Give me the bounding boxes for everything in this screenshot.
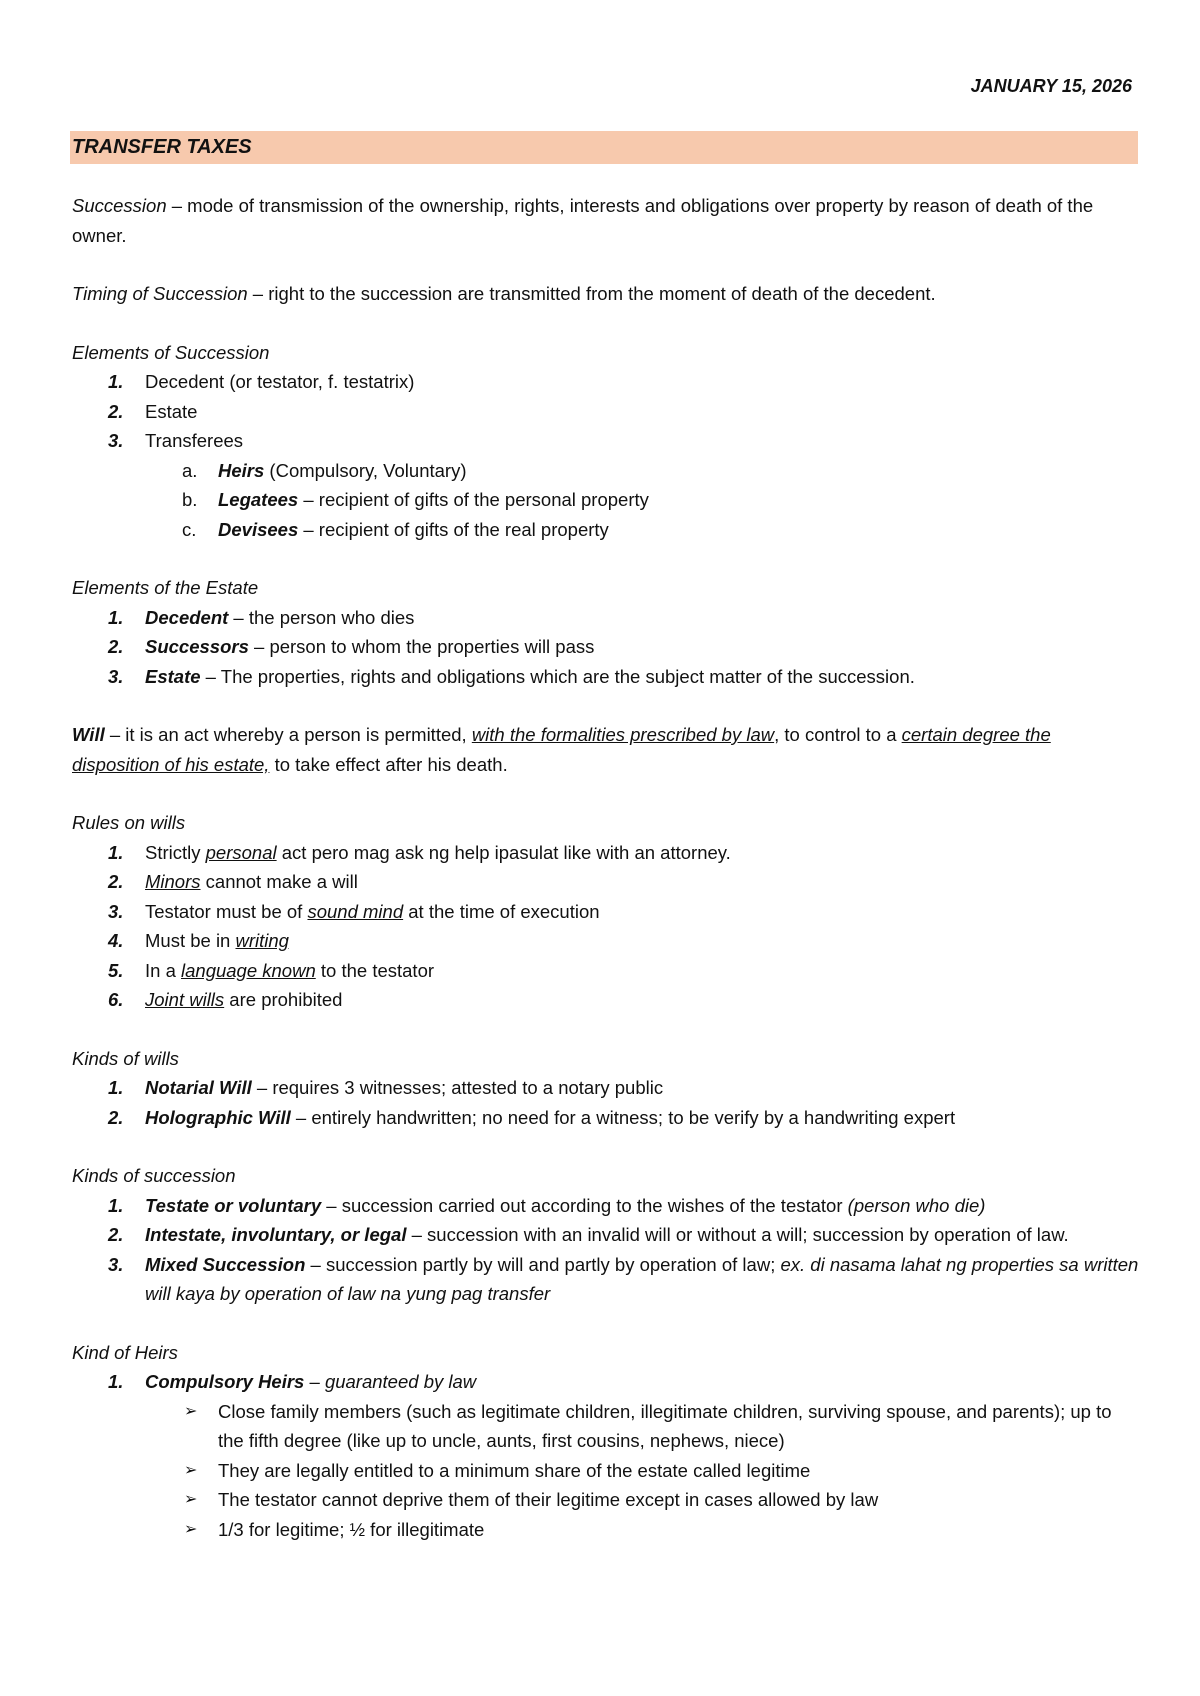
list-term: Notarial Will [145,1077,252,1098]
list-item [72,1073,1140,1103]
list-number: 3. [108,900,124,922]
elements-succession-list [72,367,1140,544]
sublist-letter: a. [182,459,198,481]
bullet-item [72,1397,1140,1456]
list-term: Holographic Will [145,1106,291,1128]
list-item [72,632,1140,662]
list-number: 1. [108,606,124,628]
list-text: Testator must be of [145,900,308,922]
kinds-wills-list [72,1073,1140,1132]
list-note: (person who die) [847,1194,986,1216]
definition-term: Timing of Succession [72,283,248,304]
underlined-phrase: language known [181,959,316,981]
list-number: 1. [108,841,124,863]
list-text: In a [145,959,181,981]
page-title: TRANSFER TAXES [72,136,252,158]
list-number: 3. [108,665,124,687]
list-text: – requires 3 witnesses; attested to a notary public [251,1077,664,1098]
definition-text: , to control to a [774,724,902,745]
list-term: Successors [145,636,249,657]
sublist-text: – recipient of gifts of the real property [298,518,609,540]
list-term: Compulsory Heirs [145,1371,305,1392]
sublist-text: (Compulsory, Voluntary) [264,459,467,481]
succession-definition [72,191,1140,250]
title-banner [70,131,1138,164]
bullet-item [72,1515,1140,1545]
list-item [72,603,1140,633]
list-item [72,926,1140,956]
kinds-succession-list [72,1191,1140,1309]
arrow-bullet-icon: ➢ [184,1402,198,1420]
list-text: – the person who dies [228,606,415,628]
list-number: 1. [108,1077,124,1098]
list-number: 1. [108,1371,124,1392]
definition-text: to take effect after his death. [269,753,508,775]
list-number: 2. [108,871,124,892]
document-body [72,191,1140,1544]
list-number: 6. [108,989,124,1010]
underlined-phrase: Joint wills [145,989,225,1010]
list-item [72,897,1140,927]
underlined-phrase: personal [205,841,277,863]
definition-text: – it is an act whereby a person is permitted, [104,724,472,745]
arrow-bullet-icon: ➢ [184,1520,198,1538]
sublist-item [72,515,1140,545]
list-number: 2. [108,1106,124,1128]
compulsory-heirs-bullets [145,1397,1140,1545]
list-text: Transferees [145,430,244,451]
list-text: – person to whom the properties will pass [248,636,595,657]
list-text: – succession partly by will and partly by operation of law; [305,1253,781,1275]
arrow-bullet-icon: ➢ [184,1491,198,1508]
sublist-text: – recipient of gifts of the personal property [298,489,649,510]
sublist-term: Devisees [218,518,299,540]
list-text: – succession carried out according to the wishes of the testator [321,1194,848,1216]
definition-text: – mode of transmission of the ownership, rights, interests and obligations over property by reason of death of the owner. [72,195,1094,246]
list-item [72,662,1140,692]
list-item [72,1191,1140,1221]
list-number: 1. [108,1194,124,1216]
sublist-letter: c. [182,518,197,540]
list-text: – [304,1371,325,1392]
section-heading-kinds-succession: Kinds of succession [72,1165,236,1186]
bullet-item [72,1485,1140,1515]
section-heading-rules: Rules on wills [72,812,186,833]
bullet-text: The testator cannot deprive them of their legitime except in cases allowed by law [218,1489,879,1510]
transferees-sublist [145,456,1140,545]
section-heading-kinds-wills: Kinds of wills [72,1047,179,1069]
list-text: Estate [145,400,198,422]
underlined-phrase: writing [235,930,289,951]
list-term: Mixed Succession [145,1253,306,1275]
arrow-bullet-icon: ➢ [184,1461,198,1479]
will-definition [72,720,1140,779]
definition-text: – right to the succession are transmitted from the moment of death of the decedent. [247,283,936,304]
list-text: at the time of execution [403,900,600,922]
list-text: Strictly [145,841,206,863]
list-number: 5. [108,959,124,981]
list-text: cannot make a will [200,871,358,892]
list-item [72,956,1140,986]
bullet-item [72,1456,1140,1486]
list-number: 1. [108,371,124,392]
list-note: guaranteed by law [324,1371,477,1392]
sublist-term: Legatees [218,489,299,510]
list-note: ex. di nasama lahat ng properties sa written will kaya by operation of law na yung pag transfer [145,1253,1139,1304]
bullet-text: They are legally entitled to a minimum share of the estate called legitime [218,1459,811,1481]
list-text: to the testator [315,959,435,981]
list-item [72,1250,1140,1309]
list-item [72,1220,1140,1250]
list-item [72,426,1140,544]
list-number: 2. [108,636,124,657]
underlined-phrase: with the formalities prescribed by law [471,724,775,745]
list-item [72,1367,1140,1544]
list-text: act pero mag ask ng help ipasulat like with an attorney. [276,841,731,863]
list-item [72,397,1140,427]
list-term: Decedent [145,606,229,628]
list-number: 3. [108,430,124,451]
list-text: – The properties, rights and obligations which are the subject matter of the succession. [200,665,915,687]
underlined-phrase: sound mind [307,900,404,922]
definition-term: Succession [72,195,167,216]
list-number: 4. [108,930,124,951]
list-text: – entirely handwritten; no need for a witness; to be verify by a handwriting expert [290,1106,956,1128]
sublist-term: Heirs [218,459,265,481]
document-date: JANUARY 15, 2026 [970,76,1132,96]
sublist-letter: b. [182,489,198,510]
kind-heirs-list [72,1367,1140,1544]
list-item [72,838,1140,868]
rules-list [72,838,1140,1015]
list-number: 2. [108,1224,124,1245]
list-term: Testate or voluntary [145,1194,322,1216]
list-term: Estate [145,665,201,687]
definition-term: Will [72,724,105,745]
list-item [72,867,1140,897]
bullet-text: Close family members (such as legitimate children, illegitimate children, surviving spouse, and parents); up to the fifth degree (like up to uncle, aunts, first cousins, nephews, niece) [218,1400,1112,1451]
list-text: – succession with an invalid will or without a will; succession by operation of law. [406,1224,1069,1245]
section-heading-elements-estate: Elements of the Estate [72,577,259,598]
underlined-phrase: Minors [145,871,201,892]
list-text: Decedent (or testator, f. testatrix) [145,371,415,392]
list-number: 2. [108,400,124,422]
list-text: are prohibited [224,989,343,1010]
list-item [72,985,1140,1015]
timing-definition [72,279,1140,309]
sublist-item [72,485,1140,515]
list-term: Intestate, involuntary, or legal [145,1224,407,1245]
sublist-item [72,456,1140,486]
list-number: 3. [108,1253,124,1275]
section-heading-kind-heirs: Kind of Heirs [72,1341,178,1363]
list-item [72,367,1140,397]
elements-estate-list [72,603,1140,692]
section-heading-elements-succession: Elements of Succession [72,341,270,363]
bullet-text: 1/3 for legitime; ½ for illegitimate [218,1518,485,1540]
list-item [72,1103,1140,1133]
list-text: Must be in [145,930,236,951]
underlined-phrase: certain degree the disposition of his estate, [72,724,1051,775]
